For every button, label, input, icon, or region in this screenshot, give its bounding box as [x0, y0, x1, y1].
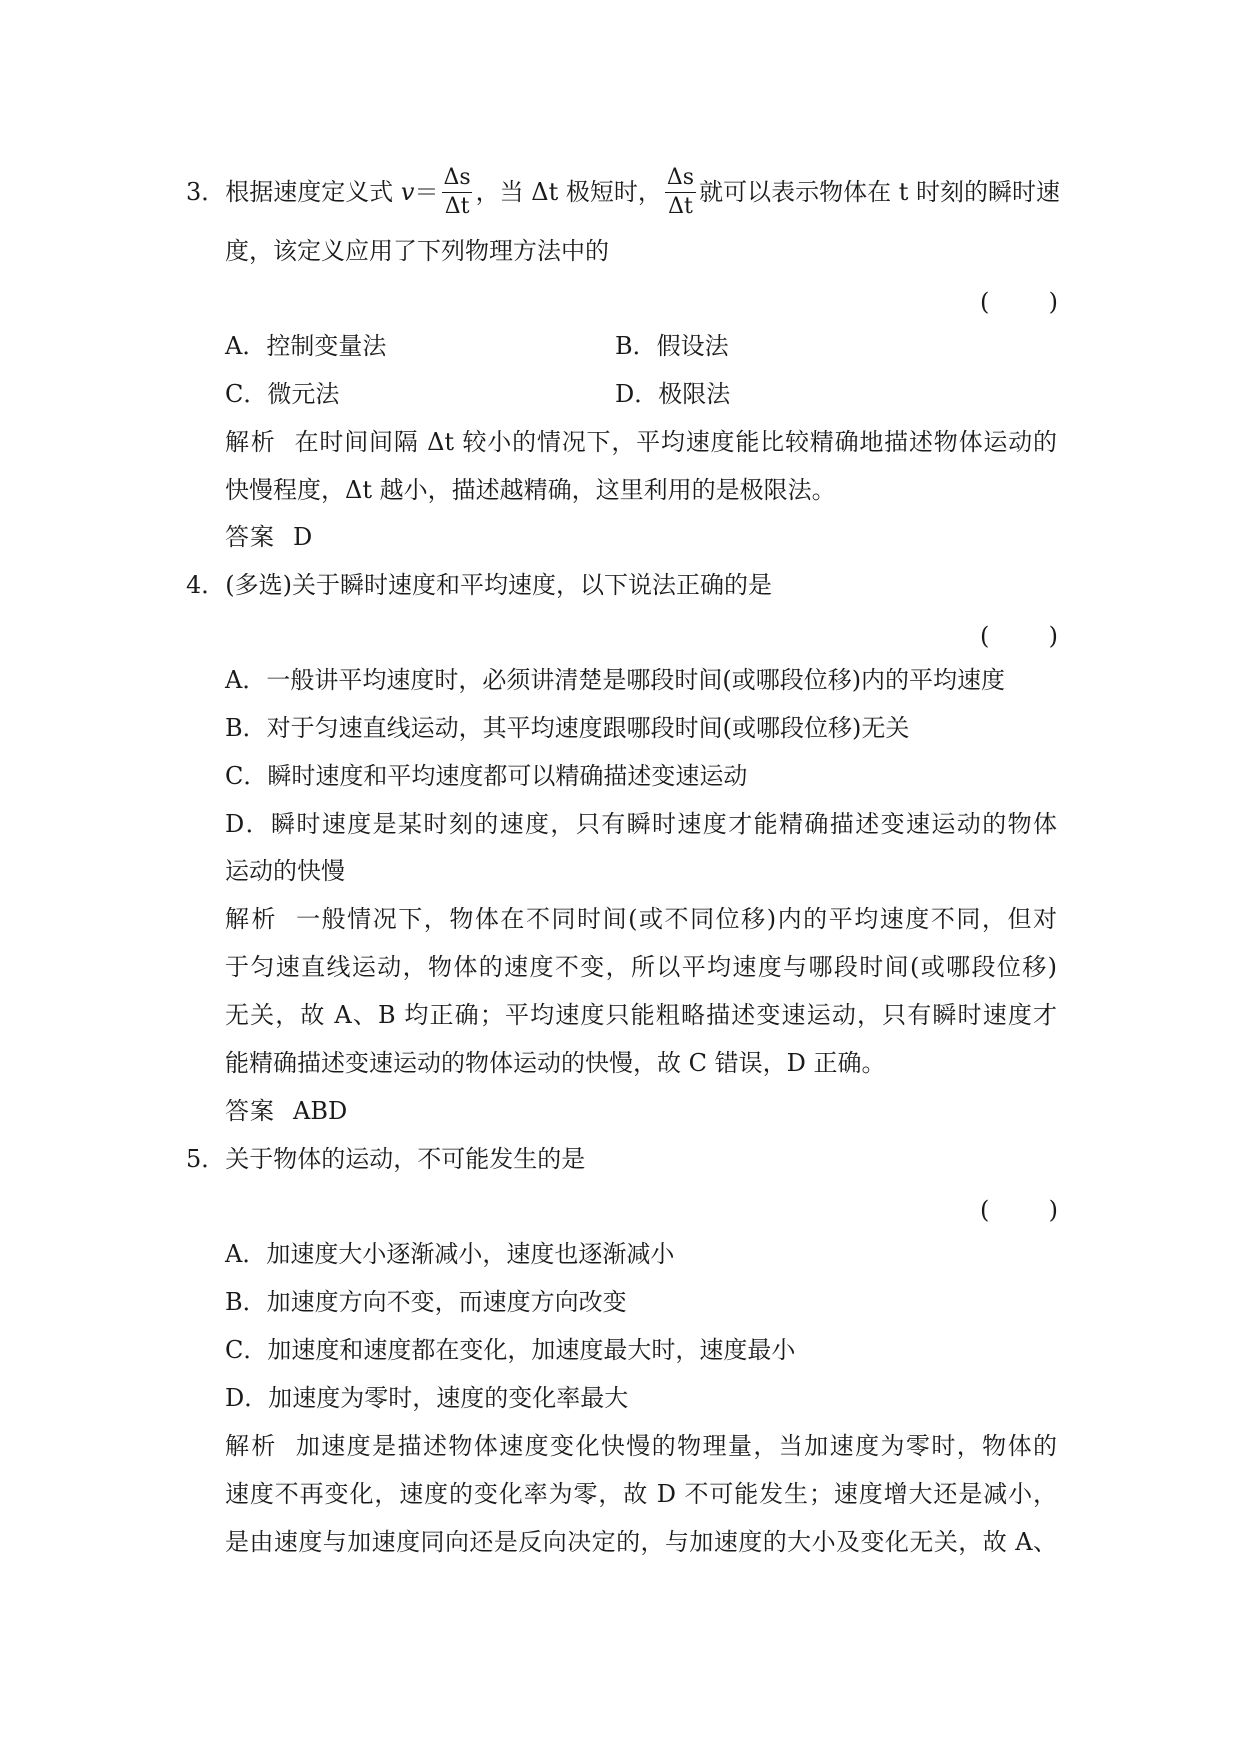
- analysis-label: 解析: [225, 428, 277, 456]
- answer-value: D: [293, 523, 313, 551]
- question-number: 3．: [186, 178, 226, 206]
- option-d-continued: 运动的快慢: [225, 857, 345, 885]
- fraction-delta-s-over-delta-t: $\frac{\Delta s}{\Delta t}$: [666, 165, 695, 219]
- answer-blank: ( ): [980, 1196, 1058, 1224]
- option-c: C．微元法: [225, 380, 340, 408]
- analysis-label: 解析: [225, 1432, 278, 1460]
- analysis-line: 无关，故 A、B 均正确；平均速度只能粗略描述变速运动，只有瞬时速度才: [225, 1001, 1057, 1029]
- option-a: A．加速度大小逐渐减小，速度也逐渐减小: [225, 1240, 675, 1268]
- option-d: D．极限法: [615, 380, 731, 408]
- analysis-line: 于匀速直线运动，物体的速度不变，所以平均速度与哪段时间(或哪段位移): [225, 953, 1057, 981]
- option-a: A．控制变量法: [225, 332, 387, 360]
- option-d: D．瞬时速度是某时刻的速度，只有瞬时速度才能精确描述变速运动的物体: [225, 810, 1057, 838]
- question-3-stem-line1: 3．根据速度定义式 v＝ $\frac{\Delta s}{\Delta t}$ ，当 Δt 极短时， $\frac{\Delta s}{\Delta t}$ 就可以表示物体在 t 时刻的瞬时速: [186, 165, 1060, 219]
- analysis-line: 解析 在时间间隔 Δt 较小的情况下，平均速度能比较精确地描述物体运动的: [225, 428, 1058, 456]
- answer-label: 答案: [225, 523, 275, 551]
- question-3-stem-line2: 度，该定义应用了下列物理方法中的: [225, 237, 609, 265]
- option-d: D．加速度为零时，速度的变化率最大: [225, 1384, 629, 1412]
- question-5-stem: 5．关于物体的运动，不可能发生的是: [186, 1145, 586, 1173]
- answer-line: [225, 522, 312, 552]
- answer-line: [225, 1096, 347, 1126]
- analysis-label: 解析: [225, 905, 279, 933]
- answer-value: ABD: [293, 1097, 348, 1125]
- answer-blank: ( ): [980, 622, 1058, 650]
- analysis-line: 解析 一般情况下，物体在不同时间(或不同位移)内的平均速度不同，但对: [225, 905, 1058, 933]
- question-number: 4．: [186, 571, 226, 599]
- answer-blank: ( ): [980, 288, 1058, 316]
- analysis-line: 是由速度与加速度同向还是反向决定的，与加速度的大小及变化无关，故 A、: [225, 1528, 1057, 1556]
- option-a: A．一般讲平均速度时，必须讲清楚是哪段时间(或哪段位移)内的平均速度: [225, 666, 1006, 694]
- analysis-line: 解析 加速度是描述物体速度变化快慢的物理量，当加速度为零时，物体的: [225, 1432, 1058, 1460]
- analysis-line: 能精确描述变速运动的物体运动的快慢，故 C 错误，D 正确。: [225, 1049, 886, 1077]
- question-4-stem: 4．(多选)关于瞬时速度和平均速度，以下说法正确的是: [186, 571, 773, 599]
- option-c: C．加速度和速度都在变化，加速度最大时，速度最小: [225, 1336, 796, 1364]
- analysis-line: 快慢程度，Δt 越小，描述越精确，这里利用的是极限法。: [225, 476, 836, 504]
- option-b: B．对于匀速直线运动，其平均速度跟哪段时间(或哪段位移)无关: [225, 714, 910, 742]
- option-c: C．瞬时速度和平均速度都可以精确描述变速运动: [225, 762, 748, 790]
- option-b: B．加速度方向不变，而速度方向改变: [225, 1288, 627, 1316]
- answer-label: 答案: [225, 1097, 275, 1125]
- analysis-line: 速度不再变化，速度的变化率为零，故 D 不可能发生；速度增大还是减小，: [225, 1480, 1057, 1508]
- question-number: 5．: [186, 1145, 226, 1173]
- fraction-delta-s-over-delta-t: $\frac{\Delta s}{\Delta t}$: [443, 165, 471, 219]
- option-b: B．假设法: [615, 332, 729, 360]
